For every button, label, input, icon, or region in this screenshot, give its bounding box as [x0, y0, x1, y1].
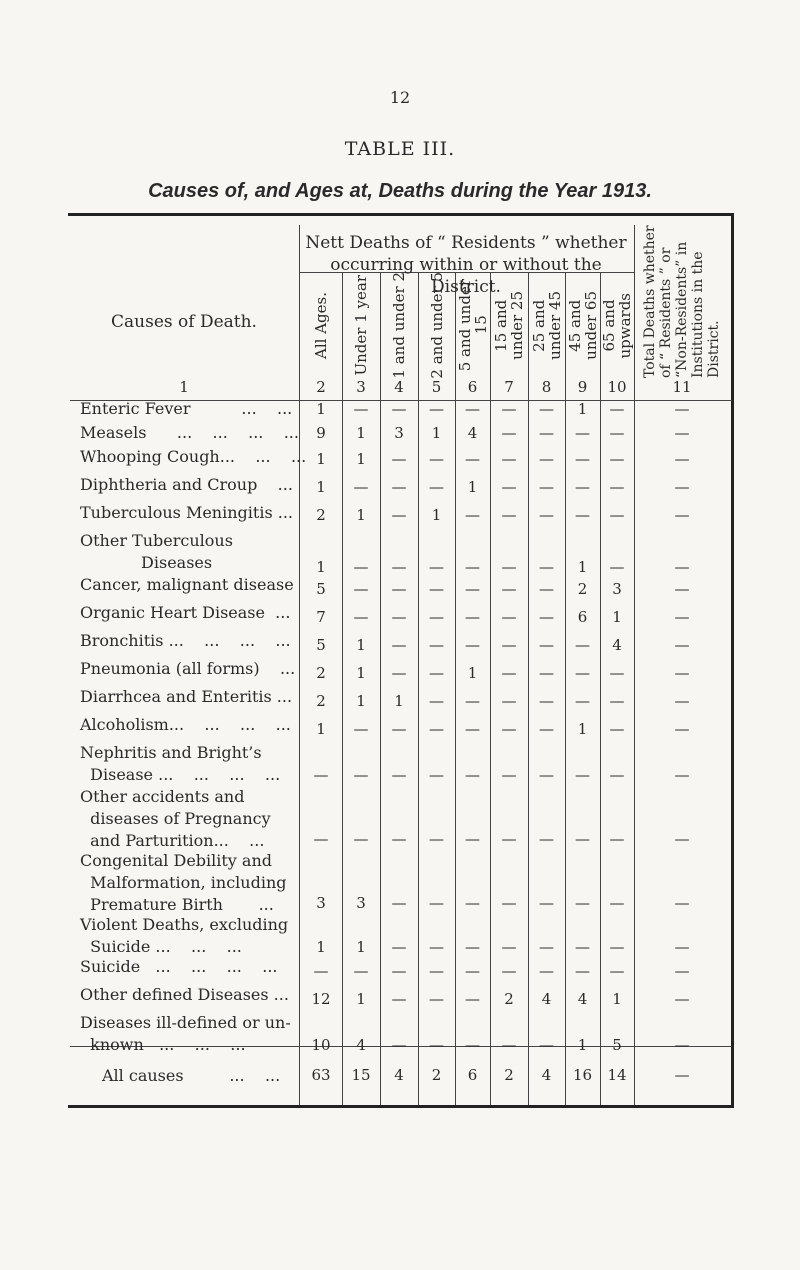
rule-vertical	[490, 273, 491, 1105]
table-cell: —	[501, 400, 517, 418]
table-cell: —	[465, 990, 480, 1008]
table-cell: —	[353, 720, 369, 738]
table-cell: —	[501, 894, 517, 912]
table-cell: —	[429, 478, 444, 496]
table-cell: —	[539, 608, 554, 626]
table-cell: —	[575, 636, 590, 654]
table-cell: —	[391, 894, 407, 912]
table-cell: —	[539, 962, 554, 980]
cause-label: Other defined Diseases ...	[80, 985, 289, 1004]
table-cell: —	[465, 894, 480, 912]
cause-label: Alcoholism... ... ... ...	[80, 715, 291, 734]
table-cell: —	[609, 478, 625, 496]
cause-label: Tuberculous Meningitis ...	[80, 503, 293, 522]
table-cell: 2	[316, 506, 326, 524]
header-age-label: 1 and under 2	[390, 272, 408, 379]
totals-cell: 4	[541, 1066, 552, 1084]
header-col-num: 8	[541, 378, 552, 396]
table-cell: —	[429, 692, 444, 710]
table-cell: —	[609, 766, 625, 784]
table-cell: —	[539, 478, 554, 496]
cause-label: Other accidents and diseases of Pregnancy and Parturition... ...	[80, 787, 271, 850]
table-cell: —	[429, 938, 444, 956]
cause-label: Diseases ill-defined or un- known ... ... ...	[80, 1013, 291, 1054]
table-cell: —	[429, 830, 444, 848]
table-cell: 1	[431, 424, 442, 442]
header-col-num: 9	[577, 378, 588, 396]
table-cell: —	[429, 580, 444, 598]
table-cell: —	[501, 830, 517, 848]
table-cell: —	[353, 478, 369, 496]
table-cell: 1	[356, 636, 366, 654]
rule-vertical	[455, 273, 456, 1105]
header-age-column	[300, 273, 342, 378]
table-cell: —	[429, 450, 444, 468]
table-cell: —	[575, 506, 590, 524]
header-age-label: 5 and under 15	[455, 279, 490, 372]
cause-label: Diphtheria and Croup ...	[80, 475, 293, 494]
header-age-label: 25 and under 45	[529, 291, 564, 360]
table-cell: —	[391, 580, 407, 598]
table-cell: 1	[316, 558, 326, 576]
table-cell: —	[501, 664, 517, 682]
header-col-num: 3	[356, 378, 366, 396]
table-cell: 4	[612, 636, 622, 654]
table-cell: —	[501, 478, 517, 496]
table-cell: —	[609, 450, 625, 468]
table-cell: —	[674, 766, 690, 784]
table-cell: —	[501, 636, 517, 654]
table-cell: —	[575, 766, 590, 784]
header-causes-col-num: 1	[179, 378, 189, 396]
table-cell: —	[539, 558, 554, 576]
header-age-column	[342, 273, 380, 378]
table-cell: —	[609, 692, 625, 710]
table-cell: —	[539, 894, 554, 912]
table-subtitle: Causes of, and Ages at, Deaths during the Year 1913.	[148, 180, 652, 202]
table-cell: —	[674, 558, 690, 576]
table-cell: —	[501, 720, 517, 738]
table-cell: —	[674, 830, 690, 848]
table-cell: —	[501, 608, 517, 626]
table-cell: 1	[577, 1036, 588, 1054]
table-cell: 1	[394, 692, 404, 710]
table-cell: —	[609, 938, 625, 956]
table-cell: 1	[356, 990, 366, 1008]
table-cell: 1	[577, 720, 588, 738]
table-title: TABLE III.	[344, 138, 456, 160]
table-cell: —	[609, 830, 625, 848]
table-cell: —	[465, 1036, 480, 1054]
table-cell: —	[353, 608, 369, 626]
header-age-column	[490, 273, 528, 378]
table-cell: —	[539, 1036, 554, 1054]
table-cell: —	[575, 478, 590, 496]
totals-cell: 4	[394, 1066, 404, 1084]
table-cell: —	[465, 720, 480, 738]
totals-cell: 2	[504, 1066, 514, 1084]
table-cell: —	[575, 450, 590, 468]
table-cell: —	[353, 830, 369, 848]
header-age-label: 45 and under 65	[565, 291, 600, 360]
table-cell: —	[575, 962, 590, 980]
table-cell: —	[674, 580, 690, 598]
header-age-column	[380, 273, 418, 378]
cause-label: Pneumonia (all forms) ...	[80, 659, 296, 678]
table-cell: —	[429, 766, 444, 784]
table-cell: —	[674, 692, 690, 710]
table-cell: 1	[577, 400, 588, 418]
table-cell: —	[609, 664, 625, 682]
table-cell: —	[429, 608, 444, 626]
table-cell: 6	[577, 608, 588, 626]
table-cell: 4	[541, 990, 552, 1008]
table-cell: —	[391, 990, 407, 1008]
cause-label: Whooping Cough... ... ...	[80, 447, 307, 466]
table-cell: —	[609, 720, 625, 738]
table-cell: —	[465, 938, 480, 956]
totals-cell: 63	[311, 1066, 331, 1084]
table-cell: —	[391, 938, 407, 956]
table-cell: —	[465, 400, 480, 418]
table-cell: —	[539, 664, 554, 682]
header-age-label: 65 and upwards	[600, 292, 634, 359]
table-cell: 1	[316, 938, 326, 956]
table-cell: —	[609, 962, 625, 980]
table-cell: 1	[356, 424, 366, 442]
rule-vertical	[342, 273, 343, 1105]
rule-vertical	[600, 273, 601, 1105]
table-cell: —	[465, 450, 480, 468]
cause-label: Cancer, malignant disease	[80, 575, 294, 594]
totals-cell: 2	[431, 1066, 442, 1084]
table-cell: 4	[467, 424, 478, 442]
page-number: 12	[389, 88, 411, 107]
cause-label: Bronchitis ... ... ... ...	[80, 631, 291, 650]
table-cell: —	[501, 424, 517, 442]
table-cell: 2	[316, 692, 326, 710]
table-cell: —	[391, 664, 407, 682]
table-cell: 1	[612, 990, 622, 1008]
table-cell: —	[391, 962, 407, 980]
table-cell: —	[391, 830, 407, 848]
header-age-label: 2 and under 5	[427, 272, 446, 379]
cause-label: Organic Heart Disease ...	[80, 603, 291, 622]
table-cell: —	[609, 400, 625, 418]
table-cell: —	[465, 558, 480, 576]
table-cell: —	[391, 506, 407, 524]
table-cell: —	[391, 636, 407, 654]
table-cell: —	[429, 558, 444, 576]
table-cell: 3	[612, 580, 622, 598]
table-cell: 1	[612, 608, 622, 626]
table-cell: 1	[467, 478, 478, 496]
table-cell: 2	[316, 664, 326, 682]
table-cell: —	[391, 720, 407, 738]
header-col-num: 2	[316, 378, 326, 396]
table-cell: —	[575, 894, 590, 912]
table-cell: —	[465, 766, 480, 784]
table-cell: —	[391, 478, 407, 496]
table-cell: —	[429, 1036, 444, 1054]
table-cell: —	[501, 450, 517, 468]
cause-label: Congenital Debility and Malformation, including Premature Birth ...	[80, 851, 287, 914]
table-cell: —	[465, 962, 480, 980]
table-cell: —	[353, 962, 369, 980]
table-cell: —	[501, 1036, 517, 1054]
table-cell: —	[429, 636, 444, 654]
table-cell: 1	[356, 664, 366, 682]
table-cell: —	[539, 766, 554, 784]
table-cell: 5	[316, 580, 326, 598]
header-col-num: 7	[504, 378, 514, 396]
table-cell: —	[674, 608, 690, 626]
table-cell: —	[609, 894, 625, 912]
table-cell: —	[501, 692, 517, 710]
table-cell: —	[609, 506, 625, 524]
table-cell: —	[674, 894, 690, 912]
table-cell: 1	[316, 450, 326, 468]
table-cell: —	[429, 894, 444, 912]
header-age-column	[565, 273, 600, 378]
table-cell: —	[353, 580, 369, 598]
table-cell: —	[674, 664, 690, 682]
table-cell: —	[674, 478, 690, 496]
table-cell: —	[391, 558, 407, 576]
rule-vertical	[528, 273, 529, 1105]
totals-cell: 15	[351, 1066, 371, 1084]
table-cell: —	[674, 938, 690, 956]
table-cell: —	[674, 636, 690, 654]
table-cell: —	[674, 450, 690, 468]
table-cell: —	[429, 664, 444, 682]
table-cell: —	[674, 990, 690, 1008]
table-cell: 9	[316, 424, 326, 442]
table-cell: —	[391, 450, 407, 468]
totals-cell: 14	[607, 1066, 627, 1084]
table-cell: 3	[316, 894, 326, 912]
table-cell: 3	[394, 424, 404, 442]
table-cell: —	[674, 424, 690, 442]
table-cell: —	[465, 608, 480, 626]
totals-cell: —	[674, 1066, 690, 1084]
header-col-num: 6	[467, 378, 478, 396]
table-cell: —	[609, 558, 625, 576]
cause-label: Diarrhcea and Enteritis ...	[80, 687, 293, 706]
table-cell: 1	[577, 558, 588, 576]
totals-cell: 16	[572, 1066, 593, 1084]
table-cell: 1	[316, 400, 326, 418]
table-cell: —	[674, 720, 690, 738]
header-col-num: 4	[394, 378, 404, 396]
table-cell: —	[429, 400, 444, 418]
header-age-column	[600, 273, 634, 378]
table-cell: —	[465, 506, 480, 524]
header-causes-label: Causes of Death.	[111, 312, 257, 332]
table-cell: 1	[356, 692, 366, 710]
header-age-label: All Ages.	[312, 292, 330, 359]
rule-vertical	[565, 273, 566, 1105]
table-cell: 1	[316, 720, 326, 738]
table-cell: —	[575, 830, 590, 848]
table-cell: 4	[577, 990, 588, 1008]
table-cell: —	[501, 558, 517, 576]
header-total-label: Total Deaths whether of “ Residents ” or “Non-Residents” in Institutions in the District.	[642, 225, 722, 378]
table-cell: 1	[431, 506, 442, 524]
table-cell: —	[539, 424, 554, 442]
table-cell: —	[353, 400, 369, 418]
table-cell: —	[539, 506, 554, 524]
header-col-num: 5	[431, 378, 442, 396]
header-age-label: 15 and under 25	[492, 291, 526, 360]
table-cell: —	[465, 636, 480, 654]
totals-label: All causes ... ...	[102, 1066, 281, 1085]
table-cell: —	[609, 424, 625, 442]
table-cell: —	[501, 580, 517, 598]
table-cell: 1	[356, 450, 366, 468]
table-cell: —	[313, 830, 329, 848]
table-cell: —	[539, 692, 554, 710]
cause-label: Suicide ... ... ... ...	[80, 957, 278, 976]
rule-vertical	[418, 273, 419, 1105]
table-cell: —	[429, 962, 444, 980]
table-cell: 1	[356, 506, 366, 524]
rule-vertical	[380, 273, 381, 1105]
table-cell: —	[539, 636, 554, 654]
table-cell: —	[539, 830, 554, 848]
header-age-column	[528, 273, 565, 378]
table-cell: —	[391, 766, 407, 784]
cause-label: Nephritis and Bright’s Disease ... ... ... ...	[80, 743, 281, 784]
table-cell: 1	[467, 664, 478, 682]
table-cell: —	[391, 1036, 407, 1054]
table-cell: —	[539, 720, 554, 738]
table-cell: —	[391, 400, 407, 418]
header-age-column	[418, 273, 455, 378]
table-cell: 7	[316, 608, 326, 626]
table-cell: —	[539, 580, 554, 598]
cause-label: Enteric Fever ... ...	[80, 399, 293, 418]
cause-label: Other Tuberculous Diseases	[80, 531, 233, 572]
table-cell: 4	[356, 1036, 366, 1054]
table-cell: —	[313, 766, 329, 784]
header-age-column	[455, 273, 490, 378]
table-cell: —	[501, 938, 517, 956]
table-cell: 5	[316, 636, 326, 654]
table-cell: 3	[356, 894, 366, 912]
table-cell: —	[575, 692, 590, 710]
table-cell: —	[501, 506, 517, 524]
totals-cell: 6	[467, 1066, 478, 1084]
header-col-num: 10	[607, 378, 627, 396]
table-cell: —	[674, 962, 690, 980]
table-cell: —	[674, 506, 690, 524]
table-cell: —	[465, 692, 480, 710]
table-cell: —	[575, 664, 590, 682]
table-cell: 10	[311, 1036, 331, 1054]
table-cell: —	[539, 400, 554, 418]
header-group-label: Nett Deaths of “ Residents ” whether occurring within or without the District.	[305, 233, 627, 297]
header-total-num: 11	[672, 378, 692, 396]
table-cell: 2	[577, 580, 588, 598]
table-cell: —	[429, 720, 444, 738]
table-cell: 1	[316, 478, 326, 496]
table-cell: —	[575, 938, 590, 956]
table-cell: —	[674, 400, 690, 418]
table-cell: 2	[504, 990, 514, 1008]
table-cell: —	[353, 558, 369, 576]
table-cell: 12	[311, 990, 331, 1008]
cause-label: Measels ... ... ... ...	[80, 423, 299, 442]
table-cell: —	[465, 830, 480, 848]
table-cell: —	[465, 580, 480, 598]
table-cell: —	[501, 766, 517, 784]
cause-label: Violent Deaths, excluding Suicide ... ... ...	[80, 915, 289, 956]
table-cell: 1	[356, 938, 366, 956]
table-cell: —	[353, 766, 369, 784]
header-age-label: Under 1 year	[352, 275, 370, 376]
table-cell: 5	[612, 1036, 622, 1054]
table-cell: —	[575, 424, 590, 442]
table-cell: —	[391, 608, 407, 626]
table-cell: —	[313, 962, 329, 980]
table-cell: —	[539, 450, 554, 468]
table-cell: —	[674, 1036, 690, 1054]
table-cell: —	[429, 990, 444, 1008]
table-cell: —	[501, 962, 517, 980]
table-cell: —	[539, 938, 554, 956]
